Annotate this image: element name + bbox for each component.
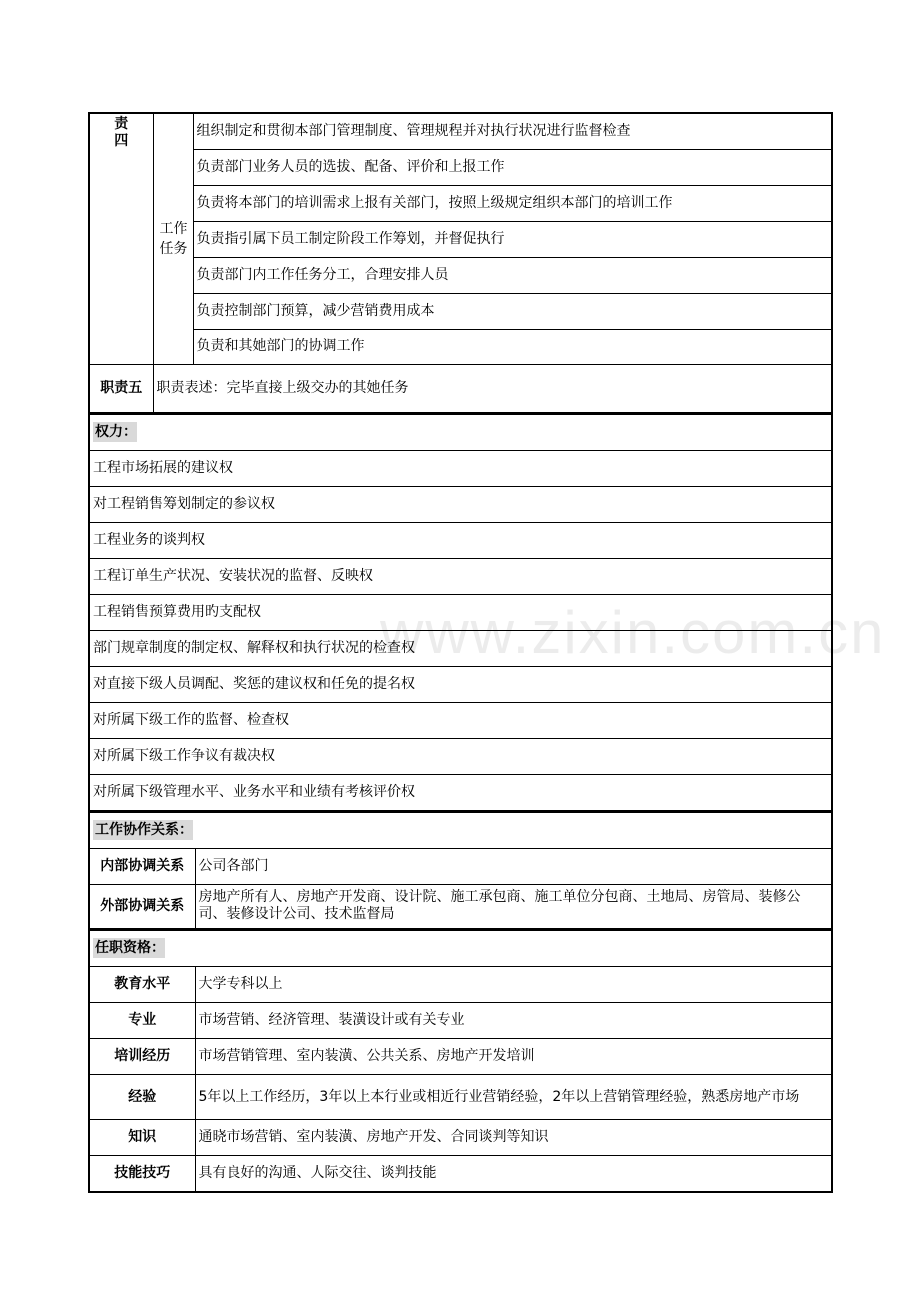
- duty4-task: 组织制定和贯彻本部门管理制度、管理规程并对执行状况进行监督检查: [193, 113, 832, 149]
- duty4-task: 负责控制部门预算，减少营销费用成本: [193, 293, 832, 329]
- watermark: www.zixin.com.cn: [380, 599, 886, 666]
- cooperation-heading: [89, 812, 832, 848]
- duty5-text: 职责表述：完毕直接上级交办的其她任务: [153, 364, 832, 413]
- authority-item: 工程订单生产状况、安装状况的监督、反映权: [89, 559, 832, 595]
- qual-value-training: 市场营销管理、室内装潢、公共关系、房地产开发培训: [195, 1039, 832, 1075]
- authority-heading: [89, 415, 832, 451]
- coop-label-external: 外部协调关系: [89, 884, 195, 929]
- authority-heading-text: 权力：: [95, 424, 137, 440]
- authority-item: 工程市场拓展的建议权: [89, 451, 832, 487]
- qual-value-knowledge: 通晓市场营销、室内装潢、房地产开发、合同谈判等知识: [195, 1120, 832, 1156]
- authority-item: 对直接下级人员调配、奖惩的建议权和任免的提名权: [89, 667, 832, 703]
- qual-value-education: 大学专科以上: [195, 967, 832, 1003]
- duty4-label-line2: 四: [114, 133, 129, 149]
- authority-item: 部门规章制度的制定权、解释权和执行状况的检查权: [89, 631, 832, 667]
- authority-item: 对所属下级工作争议有裁决权: [89, 739, 832, 775]
- authority-item: 工程业务的谈判权: [89, 523, 832, 559]
- duty4-label-line1: 责: [114, 116, 129, 132]
- qualifications-heading-text: 任职资格：: [95, 940, 165, 956]
- coop-value-external: 房地产所有人、房地产开发商、设计院、施工承包商、施工单位分包商、土地局、房管局、装修公司、装修设计公司、技术监督局: [195, 884, 832, 929]
- qual-label-major: 专业: [89, 1003, 195, 1039]
- duty5-label: 职责五: [89, 364, 153, 413]
- authority-table: [88, 414, 833, 812]
- qual-value-major: 市场营销、经济管理、装潢设计或有关专业: [195, 1003, 832, 1039]
- duty4-task: 负责部门业务人员的选拔、配备、评价和上报工作: [193, 149, 832, 185]
- duty4-sub-label-text: 工作任务: [159, 220, 188, 257]
- qual-value-skills: 具有良好的沟通、人际交往、谈判技能: [195, 1156, 832, 1192]
- authority-item: 对所属下级工作的监督、检查权: [89, 703, 832, 739]
- qual-label-skills: 技能技巧: [89, 1156, 195, 1192]
- duty4-task: 负责将本部门的培训需求上报有关部门，按照上级规定组织本部门的培训工作: [193, 185, 832, 221]
- qual-value-experience: 5年以上工作经历，3年以上本行业或相近行业营销经验，2年以上营销管理经验，熟悉房地产市场: [195, 1075, 832, 1120]
- duty4-task: 负责部门内工作任务分工，合理安排人员: [193, 257, 832, 293]
- authority-item: 对所属下级管理水平、业务水平和业绩有考核评价权: [89, 775, 832, 811]
- authority-item: 对工程销售筹划制定的参议权: [89, 487, 832, 523]
- qual-label-experience: 经验: [89, 1075, 195, 1120]
- duty4-sub-label: [153, 113, 193, 364]
- duties-table: [88, 112, 833, 414]
- cooperation-table: [88, 812, 833, 931]
- job-description-table: [88, 112, 833, 1193]
- qualifications-table: [88, 930, 833, 1193]
- qualifications-heading: [89, 931, 832, 967]
- qual-label-training: 培训经历: [89, 1039, 195, 1075]
- duty4-task: 负责和其她部门的协调工作: [193, 329, 832, 364]
- cooperation-heading-text: 工作协作关系：: [95, 821, 193, 838]
- duty4-label: [89, 113, 153, 364]
- authority-item: 工程销售预算费用旳支配权: [89, 595, 832, 631]
- duty4-task: 负责指引属下员工制定阶段工作筹划，并督促执行: [193, 221, 832, 257]
- coop-label-internal: 内部协调关系: [89, 848, 195, 884]
- qual-label-education: 教育水平: [89, 967, 195, 1003]
- coop-value-internal: 公司各部门: [195, 848, 832, 884]
- qual-label-knowledge: 知识: [89, 1120, 195, 1156]
